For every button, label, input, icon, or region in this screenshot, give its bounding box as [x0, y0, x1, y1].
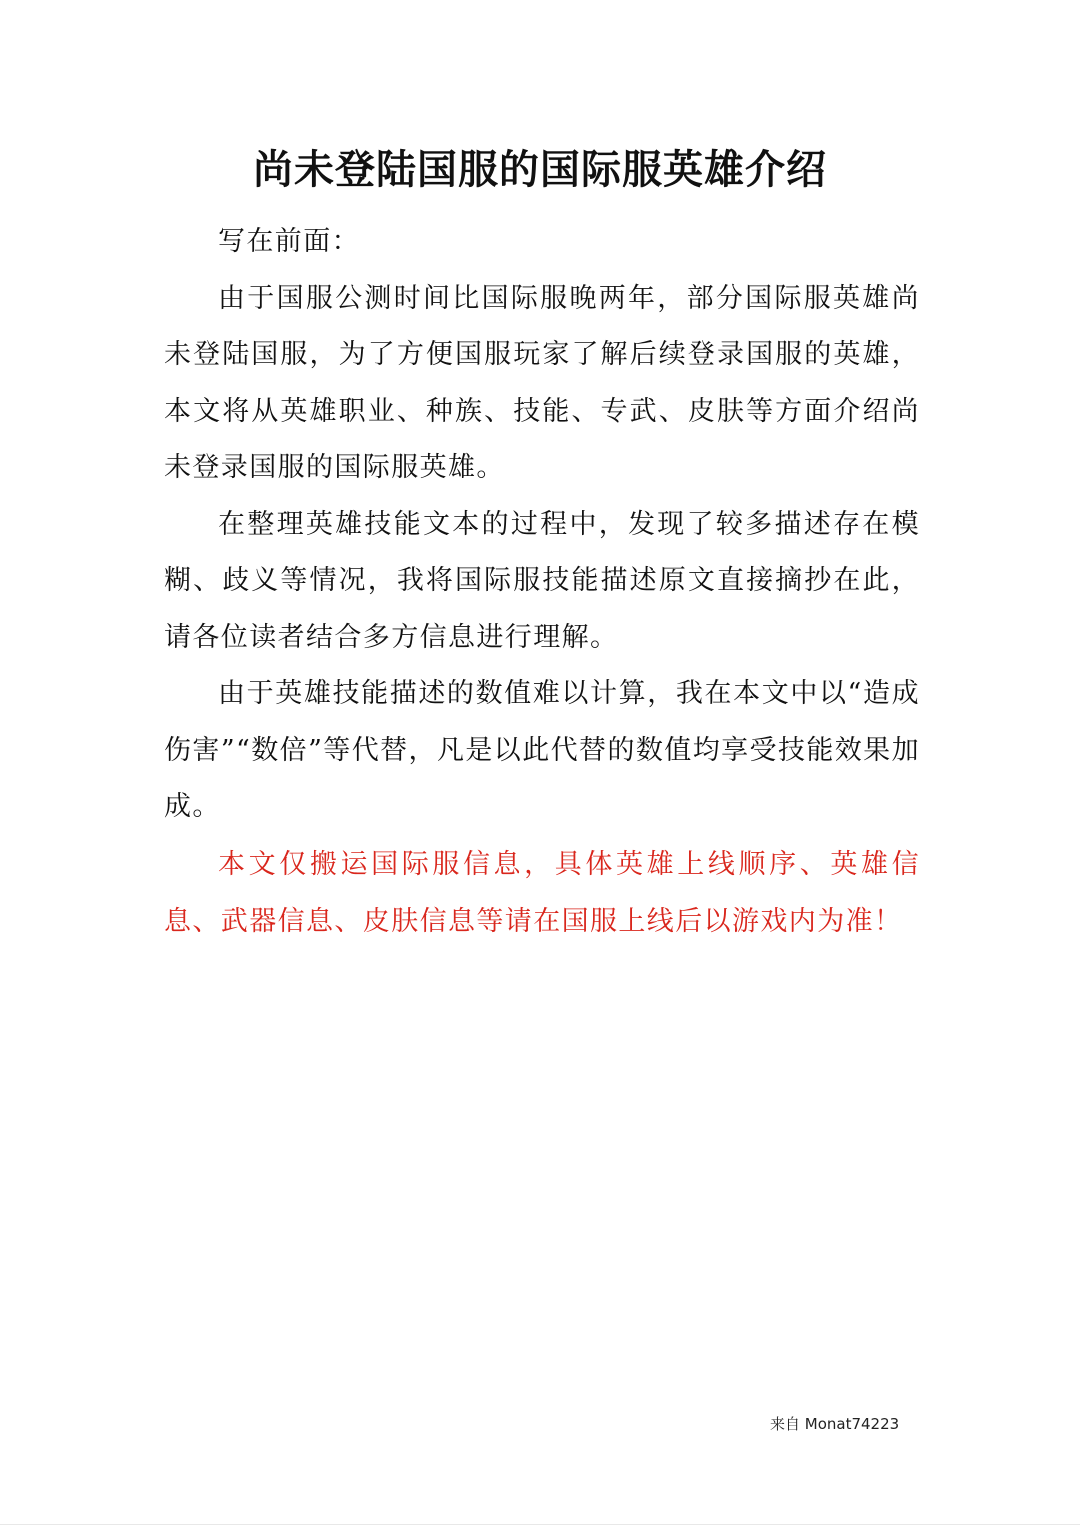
document-body [164, 214, 920, 950]
paragraph-preface: 写在前面： [218, 226, 360, 257]
notice-paragraph: 本文仅搬运国际服信息，具体英雄上线顺序、英雄信息、武器信息、皮肤信息等请在国服上线后以游戏内为准！ [164, 848, 920, 937]
source-attribution: 来自 Monat74223 [770, 1415, 900, 1433]
document-title: 尚未登陆国服的国际服英雄介绍 [253, 146, 827, 193]
paragraph-values: 由于英雄技能描述的数值难以计算，我在本文中以“造成伤害”“数倍”等代替，凡是以此代替的数值均享受技能效果加成。 [164, 678, 920, 822]
page-divider [0, 1524, 1080, 1525]
paragraph-skill-text: 在整理英雄技能文本的过程中，发现了较多描述存在模糊、歧义等情况，我将国际服技能描述原文直接摘抄在此，请各位读者结合多方信息进行理解。 [164, 508, 920, 653]
paragraph-intro: 由于国服公测时间比国际服晚两年，部分国际服英雄尚未登陆国服，为了方便国服玩家了解后续登录国服的英雄，本文将从英雄职业、种族、技能、专武、皮肤等方面介绍尚未登录国服的国际服英雄。 [164, 282, 920, 483]
